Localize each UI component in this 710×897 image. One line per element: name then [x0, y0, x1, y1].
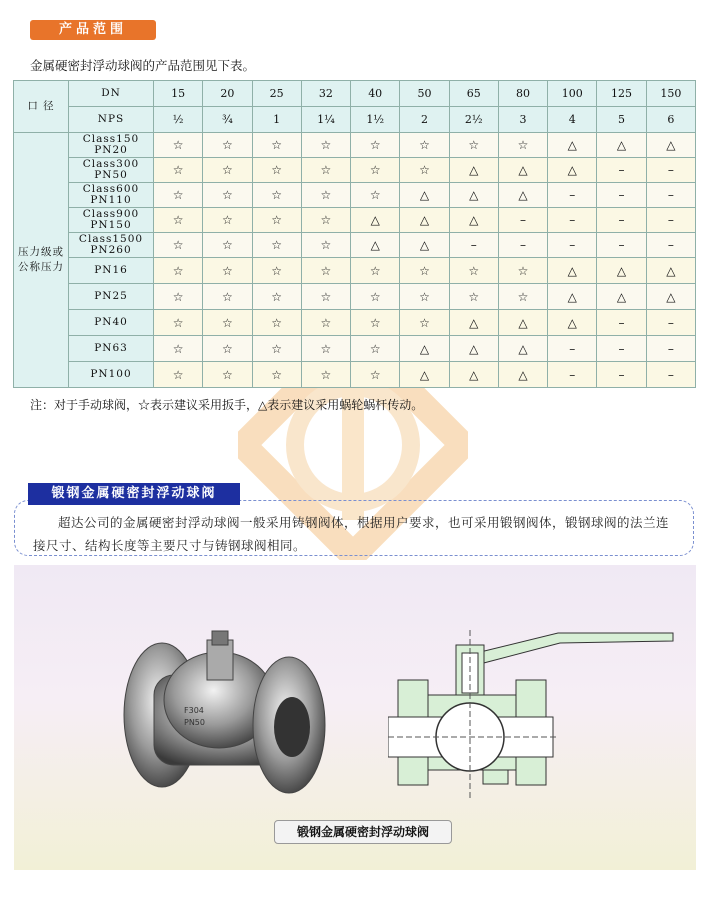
range-cell: △	[646, 284, 695, 310]
range-cell: ☆	[203, 133, 252, 158]
nps-label: NPS	[69, 107, 154, 133]
image-caption: 锻钢金属硬密封浮动球阀	[274, 820, 452, 844]
nps-value: 6	[646, 107, 695, 133]
range-cell: –	[646, 158, 695, 183]
body-marking-1: F304	[184, 706, 204, 715]
range-cell: ☆	[351, 258, 400, 284]
section-tag-product-range: 产品范围	[30, 20, 156, 40]
dn-value: 150	[646, 81, 695, 107]
range-cell: △	[498, 310, 547, 336]
product-range-table	[13, 80, 696, 388]
range-cell: ☆	[498, 284, 547, 310]
range-cell: △	[400, 336, 449, 362]
range-cell: ☆	[154, 183, 203, 208]
range-cell: –	[548, 183, 597, 208]
range-cell: ☆	[154, 310, 203, 336]
range-cell: ☆	[351, 336, 400, 362]
range-cell: △	[449, 336, 498, 362]
dn-value: 100	[548, 81, 597, 107]
range-cell: ☆	[154, 258, 203, 284]
dn-value: 65	[449, 81, 498, 107]
table-row	[14, 284, 696, 310]
range-cell: ☆	[301, 284, 350, 310]
range-cell: ☆	[351, 158, 400, 183]
range-cell: ☆	[252, 362, 301, 388]
range-cell: ☆	[400, 158, 449, 183]
range-cell: –	[597, 183, 646, 208]
range-cell: –	[646, 208, 695, 233]
range-cell: ☆	[154, 362, 203, 388]
range-cell: ☆	[400, 133, 449, 158]
range-cell: ☆	[252, 336, 301, 362]
range-cell: △	[597, 258, 646, 284]
nps-value: 2½	[449, 107, 498, 133]
range-cell: –	[548, 208, 597, 233]
range-cell: △	[646, 258, 695, 284]
class-label-line1: Class150	[82, 133, 140, 145]
table-row	[14, 362, 696, 388]
valve-section-drawing	[388, 625, 683, 805]
range-cell: ☆	[203, 208, 252, 233]
range-cell: ☆	[252, 310, 301, 336]
range-cell: △	[449, 310, 498, 336]
pressure-class-label	[69, 158, 154, 183]
range-cell: –	[449, 233, 498, 258]
range-cell: ☆	[301, 258, 350, 284]
table-row	[14, 183, 696, 208]
dn-value: 125	[597, 81, 646, 107]
pressure-class-label	[69, 208, 154, 233]
class-label-line2: PN260	[90, 244, 132, 256]
range-cell: ☆	[301, 362, 350, 388]
pressure-class-label	[69, 284, 154, 310]
class-label-line1: Class900	[82, 208, 140, 220]
range-cell: ☆	[203, 258, 252, 284]
range-cell: ☆	[498, 258, 547, 284]
range-cell: –	[548, 336, 597, 362]
range-cell: ☆	[252, 258, 301, 284]
range-cell: △	[449, 208, 498, 233]
range-cell: –	[646, 310, 695, 336]
nps-value: 3	[498, 107, 547, 133]
range-cell: ☆	[203, 284, 252, 310]
range-cell: ☆	[301, 158, 350, 183]
nps-value: ¾	[203, 107, 252, 133]
nps-value: 1½	[351, 107, 400, 133]
nps-value: 4	[548, 107, 597, 133]
range-cell: ☆	[301, 310, 350, 336]
range-cell: △	[449, 362, 498, 388]
range-cell: ☆	[301, 336, 350, 362]
class-label-line1: PN63	[94, 342, 128, 354]
dn-value: 15	[154, 81, 203, 107]
dn-value: 25	[252, 81, 301, 107]
range-cell: △	[646, 133, 695, 158]
pressure-class-label	[69, 362, 154, 388]
range-cell: –	[646, 233, 695, 258]
table-row	[14, 258, 696, 284]
range-cell: –	[548, 233, 597, 258]
range-cell: ☆	[203, 183, 252, 208]
pressure-class-label	[69, 183, 154, 208]
range-cell: ☆	[301, 208, 350, 233]
pressure-class-label	[69, 233, 154, 258]
range-cell: ☆	[252, 183, 301, 208]
range-cell: △	[498, 336, 547, 362]
range-cell: △	[548, 258, 597, 284]
range-cell: △	[597, 284, 646, 310]
range-cell: △	[597, 133, 646, 158]
range-cell: –	[548, 362, 597, 388]
range-cell: ☆	[203, 158, 252, 183]
range-cell: ☆	[203, 362, 252, 388]
range-cell: ☆	[252, 208, 301, 233]
class-label-line1: PN40	[94, 316, 128, 328]
table-note: 注：对于手动球阀，☆表示建议采用扳手，△表示建议采用蜗轮蜗杆传动。	[30, 398, 424, 412]
range-cell: ☆	[449, 284, 498, 310]
range-cell: –	[597, 233, 646, 258]
range-cell: –	[646, 362, 695, 388]
class-label-line1: PN100	[90, 368, 132, 380]
range-cell: –	[646, 336, 695, 362]
group-label-line1: 压力级或	[18, 246, 64, 258]
range-cell: △	[498, 362, 547, 388]
range-cell: ☆	[351, 183, 400, 208]
range-cell: △	[400, 183, 449, 208]
range-cell: ☆	[498, 133, 547, 158]
section-tag-forged-valve: 锻钢金属硬密封浮动球阀	[28, 483, 240, 505]
range-cell: ☆	[301, 183, 350, 208]
table-row	[14, 208, 696, 233]
range-cell: ☆	[449, 133, 498, 158]
table-row	[14, 158, 696, 183]
nps-value: 1	[252, 107, 301, 133]
dn-value: 50	[400, 81, 449, 107]
range-cell: △	[449, 183, 498, 208]
table-row	[14, 336, 696, 362]
table-row	[14, 133, 696, 158]
body-marking-2: PN50	[184, 718, 205, 727]
range-cell: △	[400, 362, 449, 388]
range-cell: ☆	[154, 284, 203, 310]
bore-label: 口 径	[14, 81, 69, 133]
range-cell: –	[498, 208, 547, 233]
range-cell: ☆	[252, 133, 301, 158]
class-label-line2: PN20	[94, 144, 128, 156]
range-cell: ☆	[400, 258, 449, 284]
range-cell: ☆	[449, 258, 498, 284]
description-box: 超达公司的金属硬密封浮动球阀一般采用铸钢阀体，根据用户要求，也可采用锻钢阀体，锻钢球阀的法兰连接尺寸、结构长度等主要尺寸与铸钢球阀相同。	[14, 500, 694, 556]
range-cell: ☆	[154, 133, 203, 158]
dn-label: DN	[69, 81, 154, 107]
dn-value: 80	[498, 81, 547, 107]
range-cell: △	[498, 158, 547, 183]
range-cell: –	[597, 362, 646, 388]
range-cell: ☆	[154, 233, 203, 258]
range-cell: △	[351, 233, 400, 258]
range-cell: ☆	[351, 362, 400, 388]
nps-value: 5	[597, 107, 646, 133]
range-cell: ☆	[400, 310, 449, 336]
range-cell: △	[351, 208, 400, 233]
range-cell: △	[400, 208, 449, 233]
range-cell: ☆	[252, 284, 301, 310]
class-label-line1: Class600	[82, 183, 140, 195]
range-cell: ☆	[203, 310, 252, 336]
class-label-line1: Class1500	[78, 233, 144, 245]
range-cell: △	[548, 133, 597, 158]
range-cell: △	[498, 183, 547, 208]
dn-value: 40	[351, 81, 400, 107]
range-cell: △	[548, 158, 597, 183]
dn-value: 32	[301, 81, 350, 107]
range-cell: ☆	[252, 233, 301, 258]
pressure-group-label	[14, 133, 69, 388]
pressure-class-label	[69, 336, 154, 362]
range-cell: –	[646, 183, 695, 208]
range-cell: ☆	[351, 284, 400, 310]
range-cell: ☆	[203, 336, 252, 362]
nps-value: 2	[400, 107, 449, 133]
group-label-line2: 公称压力	[18, 261, 64, 273]
class-label-line2: PN50	[94, 169, 128, 181]
class-label-line2: PN110	[90, 194, 132, 206]
range-cell: ☆	[301, 133, 350, 158]
range-cell: △	[449, 158, 498, 183]
range-cell: –	[597, 158, 646, 183]
range-cell: –	[498, 233, 547, 258]
range-cell: ☆	[351, 310, 400, 336]
range-cell: ☆	[400, 284, 449, 310]
range-cell: ☆	[154, 158, 203, 183]
range-cell: ☆	[154, 208, 203, 233]
range-cell: –	[597, 310, 646, 336]
range-cell: ☆	[351, 133, 400, 158]
pressure-class-label	[69, 133, 154, 158]
range-cell: ☆	[154, 336, 203, 362]
class-label-line1: PN16	[94, 264, 128, 276]
range-cell: △	[548, 284, 597, 310]
class-label-line1: PN25	[94, 290, 128, 302]
table-row	[14, 233, 696, 258]
range-cell: ☆	[252, 158, 301, 183]
nps-value: 1¼	[301, 107, 350, 133]
table-row	[14, 310, 696, 336]
range-cell: △	[400, 233, 449, 258]
nps-value: ½	[154, 107, 203, 133]
range-cell: –	[597, 208, 646, 233]
dn-value: 20	[203, 81, 252, 107]
range-cell: ☆	[301, 233, 350, 258]
pressure-class-label	[69, 258, 154, 284]
range-cell: ☆	[203, 233, 252, 258]
pressure-class-label	[69, 310, 154, 336]
range-cell: △	[548, 310, 597, 336]
class-label-line2: PN150	[90, 219, 132, 231]
range-cell: –	[597, 336, 646, 362]
class-label-line1: Class300	[82, 158, 140, 170]
intro-text: 金属硬密封浮动球阀的产品范围见下表。	[30, 58, 256, 73]
